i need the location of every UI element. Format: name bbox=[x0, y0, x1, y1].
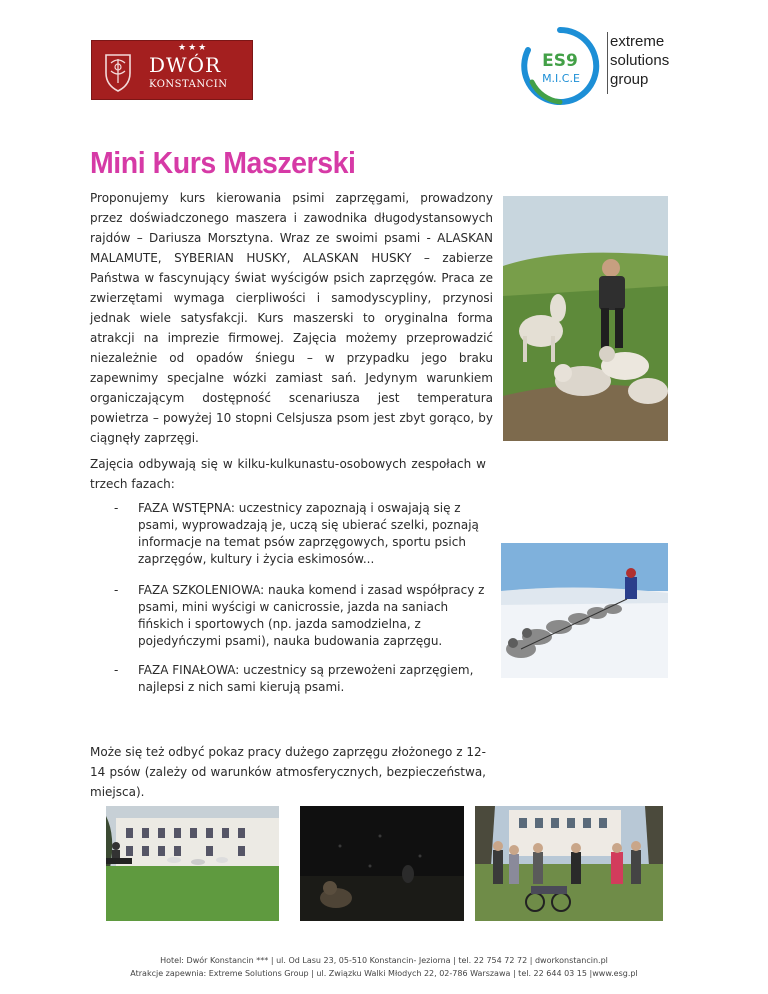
list-dash: - bbox=[114, 501, 119, 515]
manor-lawn-dogs-photo bbox=[106, 806, 279, 921]
phase-text: FAZA SZKOLENIOWA: nauka komend i zasad współpracy z psami, mini wyścigi w canicrossie, jazda na saniach fińskich i sportowych (np. jazda samodzielna, z pojedyńczymi psami), nauka budowania zaprzęgu. bbox=[138, 583, 485, 648]
dwor-konstancin-logo bbox=[91, 40, 253, 100]
hotel-stars: ★★★ bbox=[178, 43, 209, 53]
intro-paragraph: Proponujemy kurs kierowania psimi zaprzęgami, prowadzony przez doświadczonego maszera i zawodnika długodystansowych rajdów – Dariusza Morsztyna. Wraz ze swoimi psami - ALASKAN MALAMUTE, SYBERIAN HUSKY, ALASKAN HUSKY – zabierze Państwa w fascynujący świat wyścigów psich zaprzęgów. Praca ze zwierzętami wymaga cierpliwości i samodyscypliny, przynosi jednak wiele satysfakcji. Kurs maszerski to oryginalna forma atrakcji na imprezie firmowej. Zajęcia możemy przeprowadzić niezależnie od opadów śniegu – w przypadku jego braku zapewnimy specjalne wózki zamiast sań. Jedynym warunkiem organiczającym dostępność scenariusza jest temperatura powietrza – powyżej 10 stopni Celsjusza psom jest zbyt gorąco, by ciągnęły zaprzęgi. bbox=[90, 191, 493, 445]
esg-word-1: extreme bbox=[610, 33, 665, 50]
esg-word-2: solutions bbox=[610, 52, 670, 69]
esg-mark-text: ES9 bbox=[542, 51, 578, 71]
esg-mark-icon bbox=[520, 26, 600, 106]
logo-subtitle: KONSTANCIN bbox=[149, 79, 228, 90]
esg-word-3: group bbox=[610, 71, 649, 88]
crest-icon bbox=[102, 49, 134, 93]
group-with-cart-photo bbox=[475, 806, 663, 921]
page-title: Mini Kurs Maszerski bbox=[90, 145, 356, 180]
night-dogs-photo bbox=[300, 806, 464, 921]
phase-text: FAZA FINAŁOWA: uczestnicy są przewożeni zaprzęgiem, najlepsi z nich sami kierują psami. bbox=[138, 663, 474, 694]
list-dash: - bbox=[114, 583, 119, 597]
footer-organizer-line: Atrakcje zapewnia: Extreme Solutions Group | ul. Związku Walki Młodych 22, 02-786 Warszawa | tel. 22 644 03 15 |www.esg.pl bbox=[130, 969, 638, 978]
logo-name: DWÓR bbox=[149, 53, 222, 77]
footer-hotel-line: Hotel: Dwór Konstancin *** | ul. Od Lasu 23, 05-510 Konstancin- Jeziorna | tel. 22 754 72 72 | dworkonstancin.pl bbox=[160, 956, 608, 965]
closing-paragraph: Może się też odbyć pokaz pracy dużego zaprzęgu złożonego z 12-14 psów (zależy od warunków atmosferycznych, bezpieczeństwa, miejsca). bbox=[90, 745, 486, 799]
phases-intro: Zajęcia odbywają się w kilku-kulkunastu-osobowych zespołach w trzech fazach: bbox=[90, 457, 486, 491]
esg-mice-text: M.I.C.E bbox=[542, 72, 580, 85]
phase-text: FAZA WSTĘPNA: uczestnicy zapoznają i oswajają się z psami, wyprowadzają je, uczą się ubierać szelki, poznają informacje na temat psów zaprzęgowych, sportu psich zaprzęgów, kultury i życia eskimosów... bbox=[138, 501, 479, 566]
snow-sled-team-photo bbox=[501, 543, 668, 678]
musher-huskies-photo bbox=[503, 196, 668, 441]
list-dash: - bbox=[114, 663, 119, 677]
esg-logo bbox=[516, 26, 686, 100]
esg-wordmark bbox=[610, 32, 669, 89]
logo-divider bbox=[607, 32, 608, 94]
